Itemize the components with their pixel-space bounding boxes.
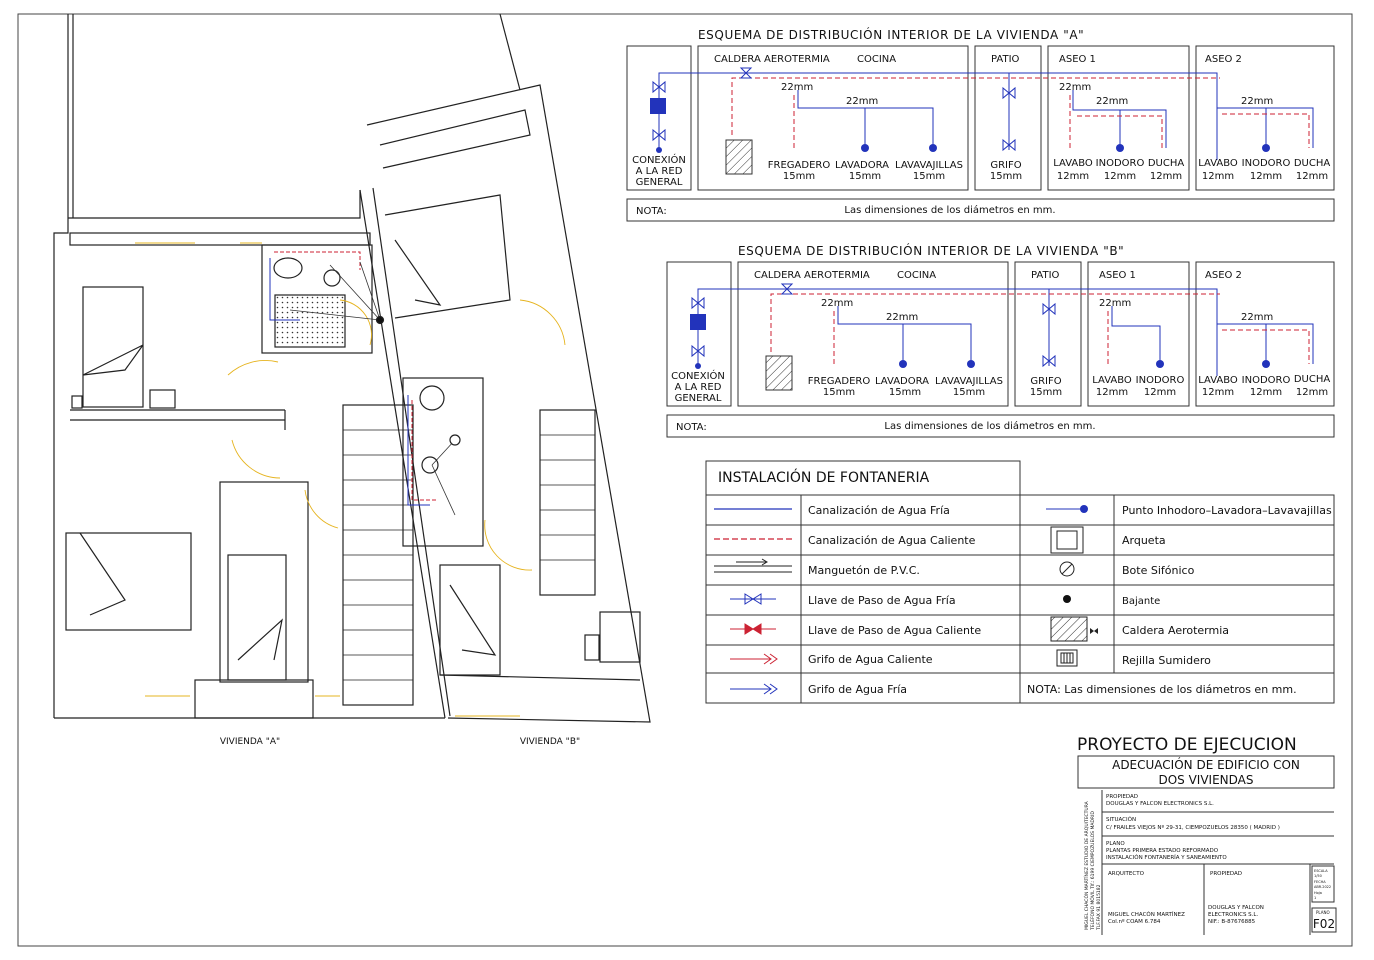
fixture-size: 12mm xyxy=(1249,171,1283,182)
scheme-a-room-caldera: CALDERA AEROTERMIA xyxy=(714,54,830,65)
fixture-name: LAVABO xyxy=(1053,158,1093,169)
scheme-b-connection-3: GENERAL xyxy=(674,393,722,404)
fixture-size: 12mm xyxy=(1103,171,1137,182)
scale-label: ESCALA xyxy=(1314,869,1328,873)
fixture-size: 15mm xyxy=(822,387,856,398)
architect-name-2: Col.nº COAM 6.784 xyxy=(1108,919,1161,925)
scheme-b-connection-1: CONEXIÓN xyxy=(671,371,725,382)
legend-left-item: Canalización de Agua Fría xyxy=(808,504,950,517)
side-text-3: TLF.FAX 91 8015182 xyxy=(1097,884,1102,930)
owner-name-3: NIF.: B-87676885 xyxy=(1208,919,1256,925)
title-block xyxy=(1077,735,1336,935)
architect-name-1: MIGUEL CHACÓN MARTÍNEZ xyxy=(1108,912,1185,918)
date-value: ABR.2022 xyxy=(1314,885,1332,889)
fixture-name: GRIFO xyxy=(1030,376,1062,387)
plan-number-label: PLANO xyxy=(1316,910,1330,915)
scheme-b xyxy=(667,243,1334,437)
legend-right-item: Rejilla Sumidero xyxy=(1122,654,1211,667)
situation-label: SITUACIÓN xyxy=(1106,817,1137,823)
fixture-name: DUCHA xyxy=(1147,158,1185,169)
hot-valve-symbol xyxy=(730,624,776,634)
scheme-b-note-label: NOTA: xyxy=(676,422,707,433)
legend-left-item: Llave de Paso de Agua Caliente xyxy=(808,624,982,637)
pvc-symbol xyxy=(714,559,792,572)
rejilla-symbol xyxy=(1057,650,1077,666)
cold-tap-symbol xyxy=(730,684,777,694)
scheme-a-room-aseo2: ASEO 2 xyxy=(1205,54,1242,65)
scheme-a-room-patio: PATIO xyxy=(991,54,1020,65)
hot-tap-symbol xyxy=(730,654,777,664)
owner-name-1: DOUGLAS Y FALCON xyxy=(1208,905,1264,911)
fixture-size: 12mm xyxy=(1295,387,1329,398)
fixture-size: 12mm xyxy=(1201,171,1235,182)
scheme-b-connection-2: A LA RED xyxy=(674,382,722,393)
fixture-name: DUCHA xyxy=(1293,374,1331,385)
legend-left-item: Llave de Paso de Agua Fría xyxy=(808,594,956,607)
scheme-a-pipe-label-cocina: 22mm xyxy=(846,96,879,107)
fixture-name: LAVAVAJILLAS xyxy=(895,160,963,171)
plan-label-b: VIVIENDA "B" xyxy=(519,737,581,747)
side-text-2: TELÉFONO MÓVIL Tlf.: 6199 CIEMPOZUELOS MADRID xyxy=(1091,811,1096,930)
scheme-a-room-cocina: COCINA xyxy=(857,54,897,65)
fixture-name: FREGADERO xyxy=(767,160,831,171)
fixture-size: 15mm xyxy=(848,171,882,182)
legend-left-item: Manguetón de P.V.C. xyxy=(808,564,920,577)
scheme-b-note-text: Las dimensiones de los diámetros en mm. xyxy=(884,421,1096,432)
fixture-size: 12mm xyxy=(1249,387,1283,398)
scheme-b-room-aseo2: ASEO 2 xyxy=(1205,270,1242,281)
cold-valve-symbol xyxy=(730,594,776,604)
owner-label: PROPIEDAD xyxy=(1210,871,1243,877)
legend xyxy=(706,461,1334,703)
fixture-size: 12mm xyxy=(1143,387,1177,398)
legend-right-item: Bajante xyxy=(1122,596,1161,607)
arqueta-symbol xyxy=(1051,527,1083,553)
fixture-size: 12mm xyxy=(1295,171,1329,182)
fixture-size: 15mm xyxy=(989,171,1023,182)
fixture-name: LAVABO xyxy=(1092,375,1132,386)
fixture-name: INODORO xyxy=(1241,375,1291,386)
property-label: PROPIEDAD xyxy=(1106,794,1139,800)
scheme-b-room-caldera: CALDERA AEROTERMIA xyxy=(754,270,870,281)
scheme-a xyxy=(627,27,1334,221)
legend-right-item: Arqueta xyxy=(1122,534,1166,547)
scheme-b-pipe-label-aseo2: 22mm xyxy=(1241,312,1274,323)
scheme-b-room-aseo1: ASEO 1 xyxy=(1099,270,1136,281)
sheet-label: Hoja xyxy=(1314,891,1322,895)
fixture-name: LAVADORA xyxy=(835,160,889,171)
scheme-a-note-text: Las dimensiones de los diámetros en mm. xyxy=(844,205,1056,216)
legend-left-item: Canalización de Agua Caliente xyxy=(808,534,976,547)
date-label: FECHA xyxy=(1314,880,1326,884)
scheme-a-room-aseo1: ASEO 1 xyxy=(1059,54,1096,65)
property-value: DOUGLAS Y FALCON ELECTRONICS S.L. xyxy=(1106,801,1214,807)
scheme-b-pipe-label-aseo1: 22mm xyxy=(1099,298,1132,309)
owner-name-2: ELECTRONICS S.L. xyxy=(1208,912,1259,918)
legend-note: NOTA: Las dimensiones de los diámetros en mm. xyxy=(1027,683,1297,696)
scheme-a-connection-1: CONEXIÓN xyxy=(632,155,686,166)
fixture-name: INODORO xyxy=(1095,158,1145,169)
legend-left-item: Grifo de Agua Fría xyxy=(808,683,908,696)
sheet-value: 1 xyxy=(1314,896,1317,900)
fixture-size: 12mm xyxy=(1149,171,1183,182)
plan-value-1: PLANTAS PRIMERA ESTADO REFORMADO xyxy=(1106,848,1219,854)
scheme-a-pipe-label-aseo1: 22mm xyxy=(1059,82,1092,93)
fixture-name: INODORO xyxy=(1241,158,1291,169)
legend-right-item: Bote Sifónico xyxy=(1122,564,1195,577)
project-subtitle-2: DOS VIVIENDAS xyxy=(1158,773,1254,787)
legend-title: INSTALACIÓN DE FONTANERIA xyxy=(718,470,930,486)
legend-left-item: Grifo de Agua Caliente xyxy=(808,653,933,666)
plan-value-2: INSTALACIÓN FONTANERÍA Y SANEAMIENTO xyxy=(1106,855,1227,861)
legend-right-item: Caldera Aerotermia xyxy=(1122,624,1230,637)
project-subtitle-1: ADECUACIÓN DE EDIFICIO CON xyxy=(1112,758,1300,772)
fixture-size: 15mm xyxy=(1029,387,1063,398)
scheme-a-connection-2: A LA RED xyxy=(635,166,683,177)
scheme-b-pipe-label-caldera: 22mm xyxy=(821,298,854,309)
plan-number: F02 xyxy=(1312,917,1336,931)
caldera-symbol xyxy=(1051,617,1098,641)
scheme-a-pipe-label-aseo2: 22mm xyxy=(1241,96,1274,107)
bajante-symbol xyxy=(1063,595,1071,603)
fixture-size: 12mm xyxy=(1056,171,1090,182)
fixture-name: LAVABO xyxy=(1198,158,1238,169)
fixture-size: 15mm xyxy=(782,171,816,182)
project-title: PROYECTO DE EJECUCION xyxy=(1077,735,1297,755)
scheme-a-pipe-label-aseo1-branch: 22mm xyxy=(1096,96,1129,107)
fixture-name: GRIFO xyxy=(990,160,1022,171)
scheme-a-pipe-label-caldera: 22mm xyxy=(781,82,814,93)
scheme-a-title: ESQUEMA DE DISTRIBUCIÓN INTERIOR DE LA VIVIENDA "A" xyxy=(698,28,1085,42)
fixture-size: 15mm xyxy=(952,387,986,398)
scheme-b-room-cocina: COCINA xyxy=(897,270,937,281)
scale-value: 1/50 xyxy=(1314,874,1322,878)
scheme-a-connection-3: GENERAL xyxy=(635,177,683,188)
fixture-size: 12mm xyxy=(1201,387,1235,398)
bote-sifonico-symbol xyxy=(1060,562,1074,576)
side-text-1: MIGUEL CHACÓN MARTÍNEZ ESTUDIO DE ARQUITECTURA xyxy=(1085,801,1090,930)
point-symbol xyxy=(1046,505,1088,513)
scheme-b-room-patio: PATIO xyxy=(1031,270,1060,281)
floor-plan xyxy=(54,14,650,722)
scheme-b-pipe-label-cocina: 22mm xyxy=(886,312,919,323)
fixture-name: LAVABO xyxy=(1198,375,1238,386)
scheme-a-note-label: NOTA: xyxy=(636,206,667,217)
legend-right-item: Punto Inhodoro–Lavadora–Lavavajillas xyxy=(1122,504,1332,517)
fixture-name: DUCHA xyxy=(1293,158,1331,169)
scheme-b-title: ESQUEMA DE DISTRIBUCIÓN INTERIOR DE LA VIVIENDA "B" xyxy=(738,244,1125,258)
fixture-name: FREGADERO xyxy=(807,376,871,387)
architect-label: ARQUITECTO xyxy=(1108,871,1144,877)
fixture-name: LAVADORA xyxy=(875,376,929,387)
fixture-name: INODORO xyxy=(1135,375,1185,386)
plan-label-a: VIVIENDA "A" xyxy=(219,737,281,747)
situation-value: C/ FRAILES VIEJOS Nº 29-31, CIEMPOZUELOS 28350 ( MADRID ) xyxy=(1106,825,1280,831)
fixture-name: LAVAVAJILLAS xyxy=(935,376,1003,387)
fixture-size: 15mm xyxy=(888,387,922,398)
plan-label: PLANO xyxy=(1106,841,1125,847)
fixture-size: 15mm xyxy=(912,171,946,182)
fixture-size: 12mm xyxy=(1095,387,1129,398)
